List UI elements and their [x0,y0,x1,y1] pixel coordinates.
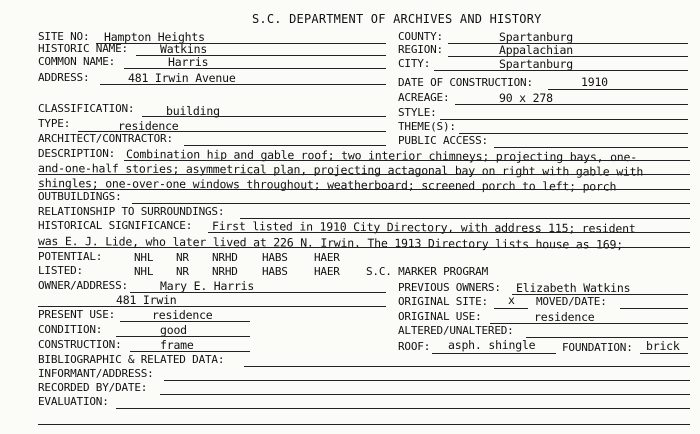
construction-value: frame [160,338,194,352]
city-line [434,70,688,71]
region-value: Appalachian [499,43,573,57]
relationship-label: RELATIONSHIP TO SURROUNDINGS: [38,205,225,218]
style-line [440,119,688,120]
acreage-line [455,104,688,105]
type-value: residence [118,119,179,133]
altered-line [526,337,688,338]
county-label: COUNTY: [398,30,443,43]
description-underline-3 [38,189,690,190]
classification-label: CLASSIFICATION: [38,102,135,115]
present-use-label: PRESENT USE: [38,308,116,321]
significance-underline-2 [38,247,690,248]
original-site-line [494,308,528,309]
foundation-label: FOUNDATION: [562,341,633,354]
description-underline-2 [38,174,690,175]
potential-haer: HAER [314,251,340,264]
construction-line [130,351,250,352]
moved-date-label: MOVED/DATE: [536,295,607,308]
potential-nrhd: NRHD [212,251,238,264]
owner-name-value: Mary E. Harris [160,279,255,293]
site-no-value: Hampton Heights [104,30,205,44]
architect-line [184,145,386,146]
classification-line [142,116,386,117]
moved-date-line [620,308,688,309]
evaluation-label: EVALUATION: [38,395,109,408]
outbuildings-line [132,203,690,204]
classification-value: building [166,104,220,118]
significance-line-2: was E. J. Lide, who later lived at 226 N. Irwin. The 1913 Directory lists house as 169; [37,234,623,252]
description-underline-1 [124,160,690,161]
county-value: Spartanburg [499,30,573,44]
listed-nhl: NHL [134,265,154,278]
type-label: TYPE: [38,117,71,130]
bibliographic-line [244,366,690,367]
historical-significance-label: HISTORICAL SIGNIFICANCE: [38,219,193,232]
potential-nhl: NHL [134,251,154,264]
potential-nr: NR [176,251,189,264]
listed-nr: NR [176,265,189,278]
description-line-1: Combination hip and gable roof; two interior chimneys; projecting bays, one- [125,147,638,165]
acreage-value: 90 x 278 [499,91,553,105]
themes-label: THEME(S): [398,120,456,133]
foundation-value: brick [646,339,680,353]
condition-value: good [160,323,187,337]
informant-line [164,380,690,381]
potential-label: POTENTIAL: [38,250,103,263]
site-no-label: SITE NO: [38,30,90,43]
original-use-value: residence [534,310,595,324]
address-label: ADDRESS: [38,71,90,84]
region-label: REGION: [398,43,443,56]
previous-owners-label: PREVIOUS OWNERS: [398,281,501,294]
architect-contractor-label: ARCHITECT/CONTRACTOR: [38,132,173,145]
public-access-line [494,147,688,148]
roof-line [432,353,556,354]
listed-nrhd: NRHD [212,265,238,278]
style-label: STYLE: [398,106,437,119]
outbuildings-label: OUTBUILDINGS: [38,190,122,203]
owner-line-2 [38,306,386,307]
significance-line-1: First listed in 1910 City Directory, with address 115; resident [211,219,636,236]
original-site-value: x [508,293,515,307]
form-title: S.C. DEPARTMENT OF ARCHIVES AND HISTORY [252,12,542,26]
historic-name-label: HISTORIC NAME: [38,42,128,55]
recorded-by-date-label: RECORDED BY/DATE: [38,381,148,394]
city-label: CITY: [398,57,431,70]
historic-name-value: Watkins [160,42,208,56]
previous-owners-value: Elizabeth Watkins [516,281,631,295]
acreage-label: ACREAGE: [398,91,450,104]
roof-label: ROOF: [398,340,431,353]
original-use-label: ORIGINAL USE: [398,310,482,323]
date-line [548,89,688,90]
listed-haer: HAER [314,265,340,278]
condition-line [116,336,250,337]
date-of-construction-value: 1910 [581,75,608,89]
description-label: DESCRIPTION: [38,147,116,160]
site-no-line [96,43,386,44]
informant-address-label: INFORMANT/ADDRESS: [38,367,154,380]
condition-label: CONDITION: [38,323,103,336]
owner-address-value: 481 Irwin [116,293,177,307]
address-value: 481 Irwin Avenue [128,71,236,85]
date-of-construction-label: DATE OF CONSTRUCTION: [398,76,533,89]
marker-program-label: S.C. MARKER PROGRAM [366,265,489,278]
original-site-label: ORIGINAL SITE: [398,295,488,308]
public-access-label: PUBLIC ACCESS: [398,134,488,147]
description-line-3: shingles; one-over-one windows throughout; weatherboard; screened porch to left; porch [37,176,617,194]
owner-address-label: OWNER/ADDRESS: [38,279,128,292]
themes-line [459,133,688,134]
city-value: Spartanburg [499,57,573,71]
evaluation-line-2 [38,424,690,425]
bibliographic-label: BIBLIOGRAPHIC & RELATED DATA: [38,353,225,366]
significance-underline-1 [208,232,690,233]
roof-value: asph. shingle [448,338,536,352]
foundation-line [640,353,688,354]
present-use-value: residence [152,308,213,322]
description-line-2: and-one-half stories; asymmetrical plan, projecting actagonal bay on right with gable with [37,161,644,179]
listed-habs: HABS [262,265,288,278]
common-name-value: Harris [168,55,209,69]
present-use-line [120,321,250,322]
common-name-line [124,68,386,69]
altered-unaltered-label: ALTERED/UNALTERED: [398,324,514,337]
address-line [100,84,386,85]
construction-label: CONSTRUCTION: [38,338,122,351]
potential-habs: HABS [262,251,288,264]
listed-label: LISTED: [38,264,83,277]
original-use-line [490,323,688,324]
recorded-line [160,394,690,395]
common-name-label: COMMON NAME: [38,55,116,68]
evaluation-line [116,408,690,409]
